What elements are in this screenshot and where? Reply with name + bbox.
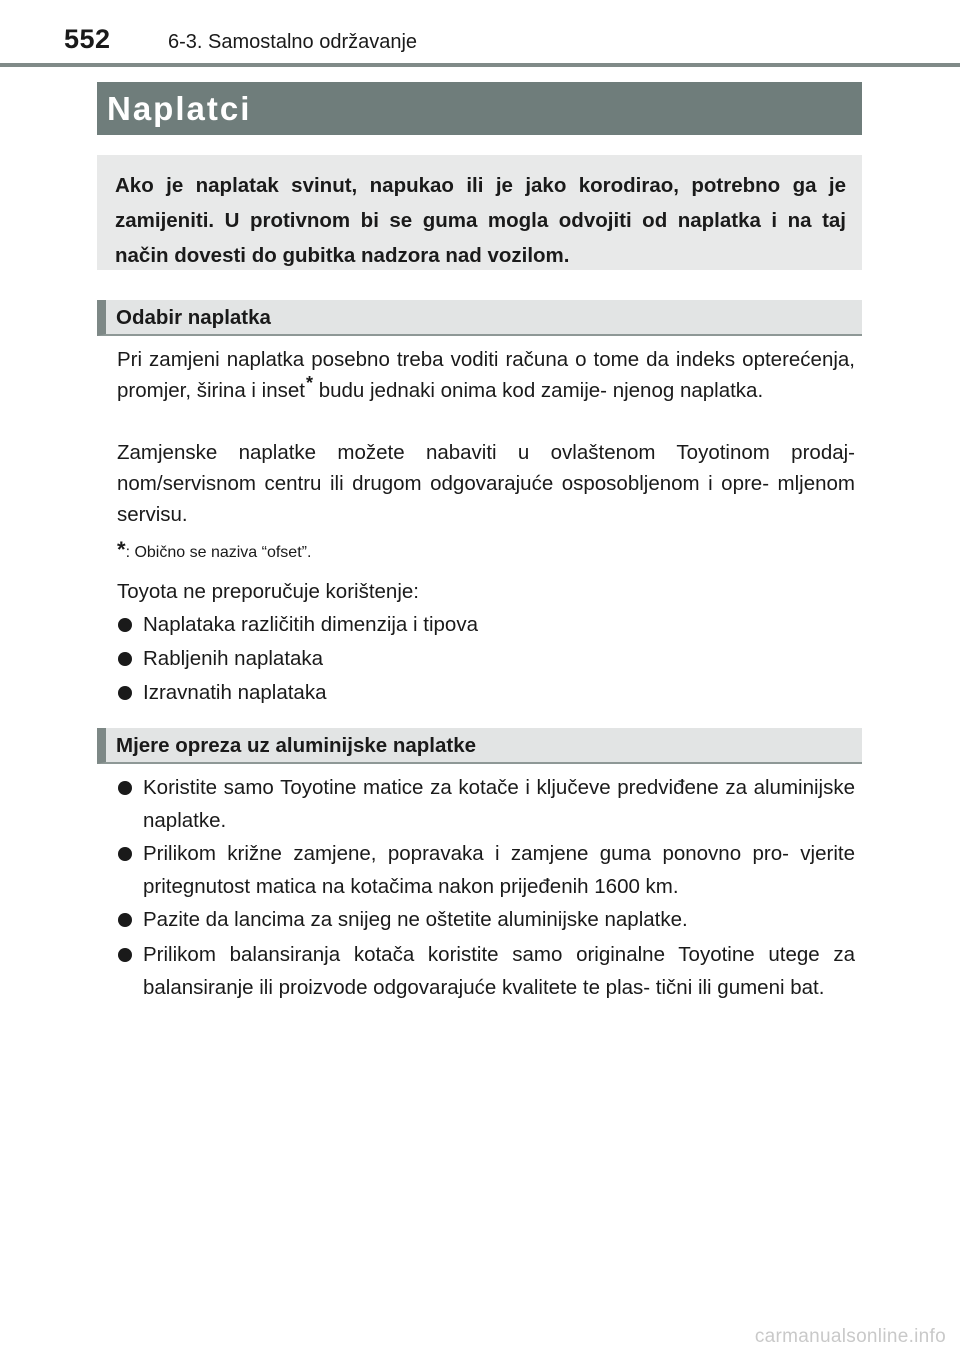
bullet-icon <box>118 948 132 962</box>
list-item-text: Pazite da lancima za snijeg ne oštetite aluminijske naplatke. <box>143 908 688 931</box>
header-rule <box>0 63 960 67</box>
subheading-wheel-selection: Odabir naplatka <box>97 300 862 336</box>
footnote-reference: * <box>305 373 313 393</box>
paragraph-dealer: Zamjenske naplatke možete nabaviti u ovlaštenom Toyotinom prodaj- nom/servisnom centru ili drugom odgovarajuće osposobljenom i opre- mljenom servisu. <box>117 441 855 526</box>
list-item <box>117 837 855 903</box>
list-item-text: Izravnatih naplataka <box>143 681 327 704</box>
bullet-icon <box>118 913 132 927</box>
page-number: 552 <box>64 24 111 54</box>
list-item-text: Prilikom balansiranja kotača koristite samo originalne Toyotine utege za balansiranje ili proizvode odgovarajuće kvalitete te plas- tični ili gumeni bat. <box>143 943 855 999</box>
footnote <box>117 537 311 563</box>
list-item-text: Koristite samo Toyotine matice za kotače i ključeve predviđene za aluminijske naplatke. <box>143 776 855 832</box>
intro-box: Ako je naplatak svinut, napukao ili je jako korodirao, potrebno ga je zamijeniti. U protivnom bi se guma mogla odvojiti od naplatka i na taj način dovesti do gubitka nadzora nad vozilom. <box>97 155 862 270</box>
list-item-text: Rabljenih naplataka <box>143 647 324 670</box>
bullet-icon <box>118 686 132 700</box>
bullet-icon <box>118 618 132 632</box>
list-item <box>117 938 855 1004</box>
bullet-icon <box>118 847 132 861</box>
list-item <box>117 771 855 837</box>
bullet-icon <box>118 652 132 666</box>
bullet-icon <box>118 781 132 795</box>
paragraph-text-part2: budu jednaki onima kod zamije- njenog naplatka. <box>313 379 764 402</box>
subheading-aluminium-precautions: Mjere opreza uz aluminijske naplatke <box>97 728 862 764</box>
list-item <box>117 608 855 641</box>
paragraph-text-part1: Pri zamjeni naplatka posebno treba voditi računa o tome da indeks opterećenja, promjer, širina i inset <box>117 348 855 402</box>
section-label: 6-3. Samostalno održavanje <box>168 31 418 53</box>
list-item <box>117 676 855 709</box>
list-item-text: Naplataka različitih dimenzija i tipova <box>143 613 478 636</box>
footnote-text: : Obično se naziva “ofset”. <box>125 544 312 561</box>
list-intro: Toyota ne preporučuje korištenje: <box>117 580 419 603</box>
page-title: Naplatci <box>97 82 862 135</box>
list-item <box>117 642 855 675</box>
paragraph-replacement <box>117 344 855 407</box>
watermark: carmanualsonline.info <box>754 1326 946 1347</box>
list-item <box>117 903 855 936</box>
list-item-text: Prilikom križne zamjene, popravaka i zamjene guma ponovno pro- vjerite pritegnutost matica na kotačima nakon prijeđenih 1600 km. <box>143 842 855 898</box>
footnote-star: * <box>117 537 126 562</box>
